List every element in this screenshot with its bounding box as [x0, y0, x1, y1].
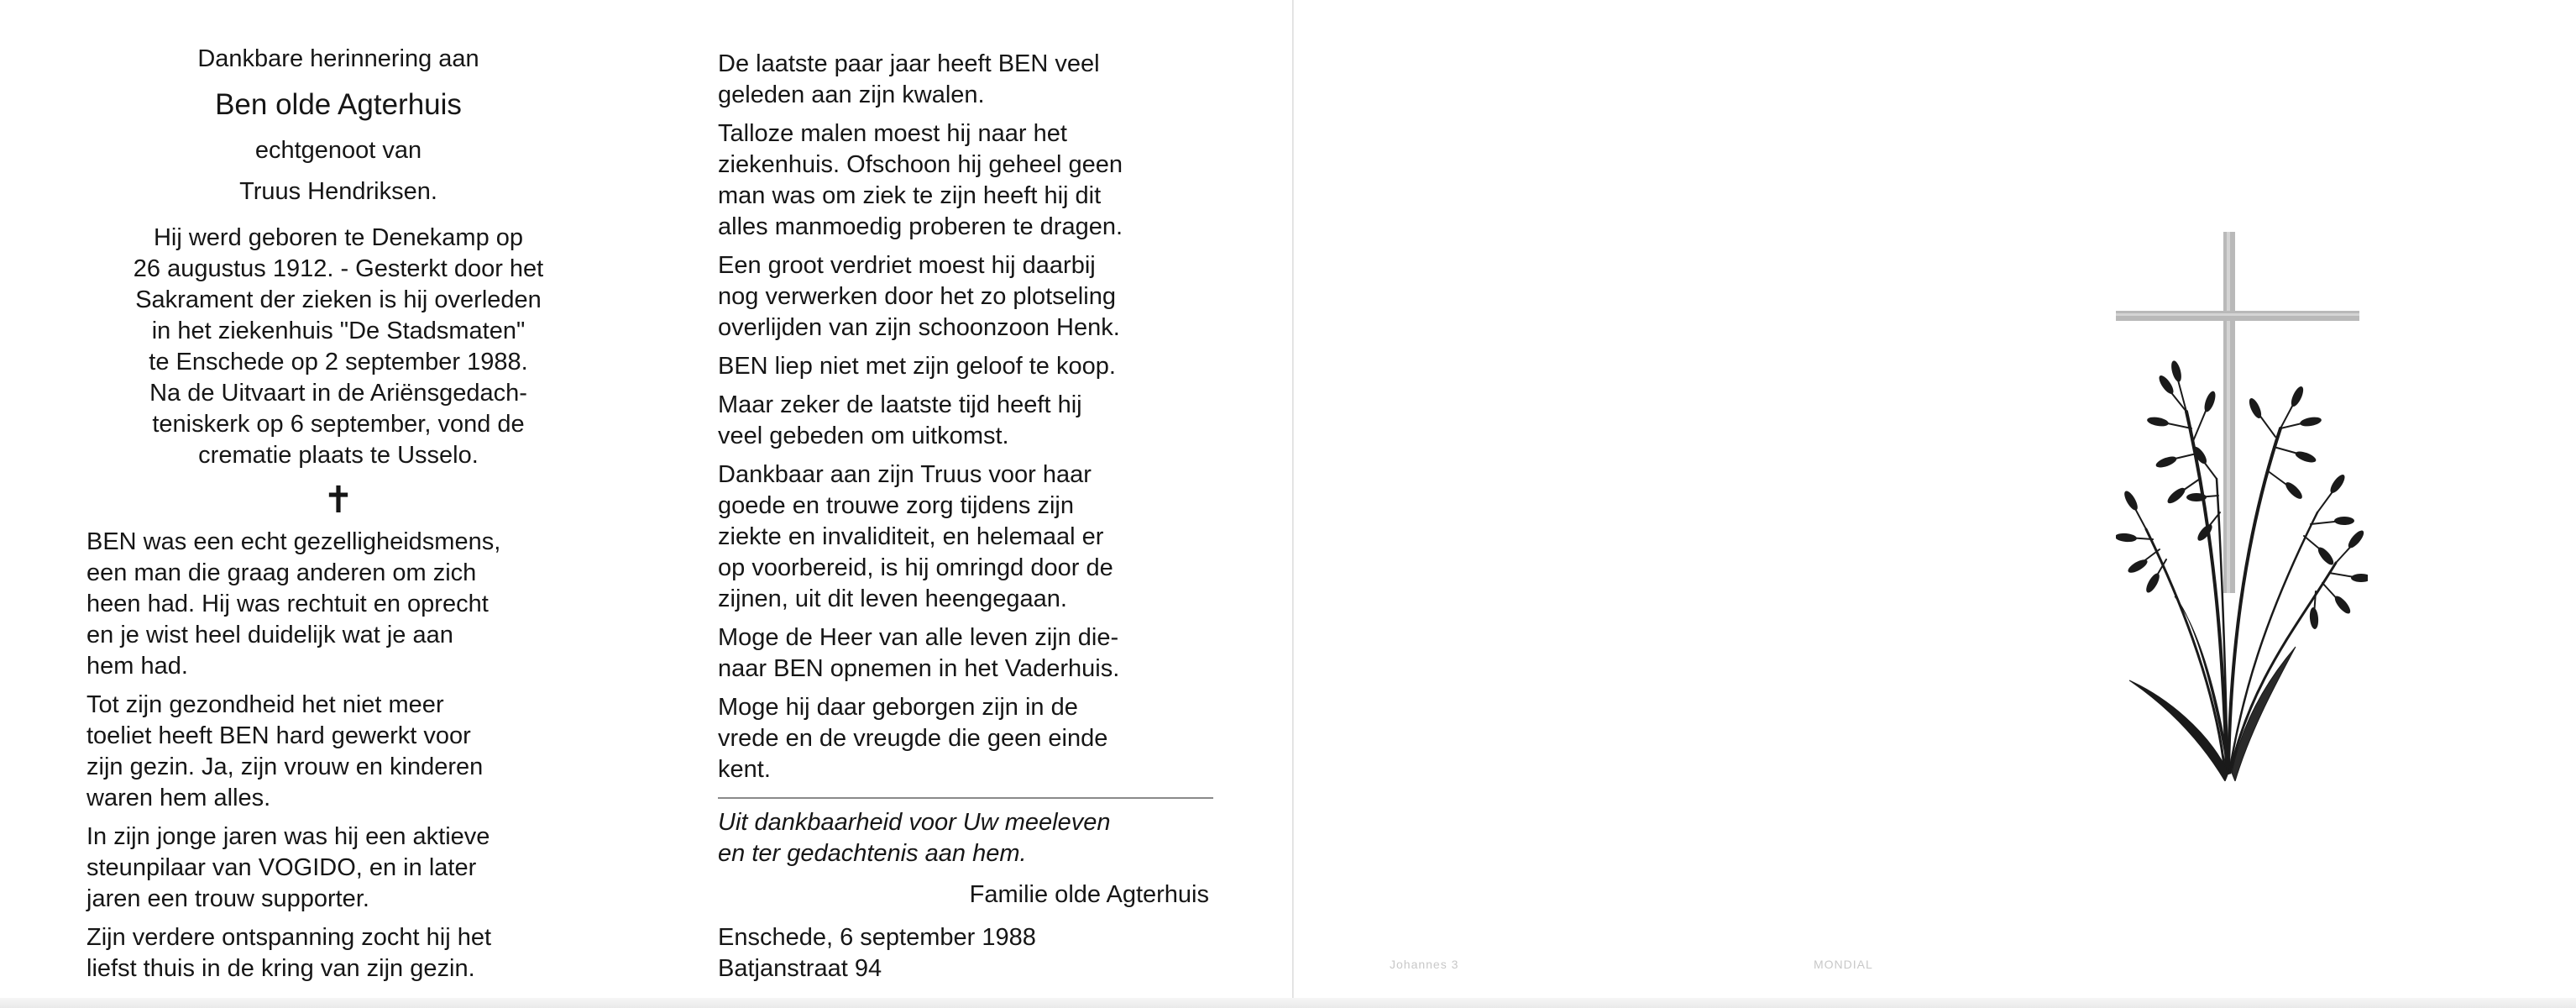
- text-line: Talloze malen moest hij naar het: [718, 120, 1067, 147]
- bio-line: Sakrament der zieken is hij overleden: [135, 286, 542, 313]
- remembrance-heading: Dankbare herinnering aan: [197, 45, 479, 72]
- imprint-right: MONDIAL: [1814, 958, 1873, 971]
- text-line: liefst thuis in de kring van zijn gezin.: [86, 955, 475, 982]
- address: Batjanstraat 94: [718, 955, 882, 982]
- bio-line: Hij werd geboren te Denekamp op: [153, 224, 524, 251]
- bio-line: in het ziekenhuis "De Stadsmaten": [151, 318, 526, 344]
- thanks-text: [718, 807, 1222, 869]
- text-line: zijn gezin. Ja, zijn vrouw en kinderen: [86, 753, 484, 780]
- text-line: Moge de Heer van alle leven zijn die-: [718, 624, 1119, 651]
- text-line: geleden aan zijn kwalen.: [718, 81, 985, 108]
- deceased-name: Ben olde Agterhuis: [215, 88, 462, 121]
- spouse-intro: echtgenoot van: [254, 137, 422, 164]
- paragraph: [718, 692, 1222, 785]
- cross-with-grass-illustration: [2116, 227, 2368, 781]
- text-line: ziekte en invaliditeit, en helemaal er: [718, 523, 1104, 550]
- text-line: een man die graag anderen om zich: [86, 559, 477, 586]
- paragraph: [718, 390, 1222, 452]
- text-line: op voorbereid, is hij omringd door de: [718, 554, 1113, 581]
- text-line: ziekenhuis. Ofschoon hij geheel geen: [718, 151, 1123, 178]
- text-line: goede en trouwe zorg tijdens zijn: [718, 492, 1074, 519]
- paragraph: [86, 690, 590, 814]
- text-line: Moge hij daar geborgen zijn in de: [718, 694, 1078, 721]
- text-line: vrede en de vreugde die geen einde: [718, 725, 1108, 752]
- paragraph: [718, 250, 1222, 344]
- text-line: naar BEN opnemen in het Vaderhuis.: [718, 655, 1120, 682]
- spouse-name: Truus Hendriksen.: [239, 178, 437, 205]
- text-line: jaren een trouw supporter.: [86, 885, 369, 912]
- text-line: De laatste paar jaar heeft BEN veel: [718, 50, 1100, 77]
- text-line: en je wist heel duidelijk wat je aan: [86, 622, 453, 648]
- biography: [86, 223, 590, 471]
- text-line: BEN liep niet met zijn geloof te koop.: [718, 353, 1116, 380]
- text-line: kent.: [718, 756, 771, 783]
- grass-icon: [2128, 374, 2359, 781]
- paragraph: [86, 922, 590, 984]
- text-line: zijnen, uit dit leven heengegaan.: [718, 585, 1067, 612]
- divider: [718, 797, 1213, 799]
- text-line: veel gebeden om uitkomst.: [718, 423, 1009, 449]
- fold-line: [1292, 0, 1294, 1008]
- place-date: Enschede, 6 september 1988: [718, 924, 1036, 951]
- paragraph: [718, 622, 1222, 685]
- bio-line: Na de Uitvaart in de Ariënsgedach-: [149, 380, 527, 407]
- paragraph: [86, 822, 590, 915]
- text-line: man was om ziek te zijn heeft hij dit: [718, 182, 1102, 209]
- text-line: en ter gedachtenis aan hem.: [718, 840, 1027, 867]
- text-line: Een groot verdriet moest hij daarbij: [718, 252, 1096, 279]
- right-column: [718, 49, 1222, 984]
- text-line: Dankbaar aan zijn Truus voor haar: [718, 461, 1092, 488]
- bio-line: crematie plaats te Usselo.: [198, 442, 479, 469]
- text-line: steunpilaar van VOGIDO, en in later: [86, 854, 477, 881]
- imprint-left: Johannes 3: [1390, 958, 1459, 971]
- text-line: In zijn jonge jaren was hij een aktieve: [86, 823, 490, 850]
- paragraph: [718, 118, 1222, 243]
- text-line: hem had.: [86, 653, 188, 680]
- text-line: nog verwerken door het zo plotseling: [718, 283, 1116, 310]
- paragraph: [718, 351, 1222, 382]
- text-line: Zijn verdere ontspanning zocht hij het: [86, 924, 492, 951]
- text-line: overlijden van zijn schoonzoon Henk.: [718, 314, 1120, 341]
- bio-line: teniskerk op 6 september, vond de: [152, 411, 525, 438]
- text-line: waren hem alles.: [86, 785, 271, 811]
- text-line: Tot zijn gezondheid het niet meer: [86, 691, 444, 718]
- text-line: heen had. Hij was rechtuit en oprecht: [86, 591, 489, 617]
- paragraph: [718, 49, 1222, 111]
- left-column: [86, 44, 590, 992]
- card-edge: [0, 998, 2576, 1008]
- bio-line: 26 augustus 1912. - Gesterkt door het: [133, 255, 544, 282]
- cross-icon: ✝: [322, 480, 354, 521]
- paragraph: [86, 527, 590, 682]
- text-line: toeliet heeft BEN hard gewerkt voor: [86, 722, 471, 749]
- bio-line: te Enschede op 2 september 1988.: [149, 349, 528, 375]
- text-line: BEN was een echt gezelligheidsmens,: [86, 528, 501, 555]
- text-line: Uit dankbaarheid voor Uw meeleven: [718, 809, 1111, 836]
- text-line: Maar zeker de laatste tijd heeft hij: [718, 391, 1082, 418]
- text-line: alles manmoedig proberen te dragen.: [718, 213, 1123, 240]
- family-signature: Familie olde Agterhuis: [969, 881, 1209, 908]
- paragraph: [718, 459, 1222, 615]
